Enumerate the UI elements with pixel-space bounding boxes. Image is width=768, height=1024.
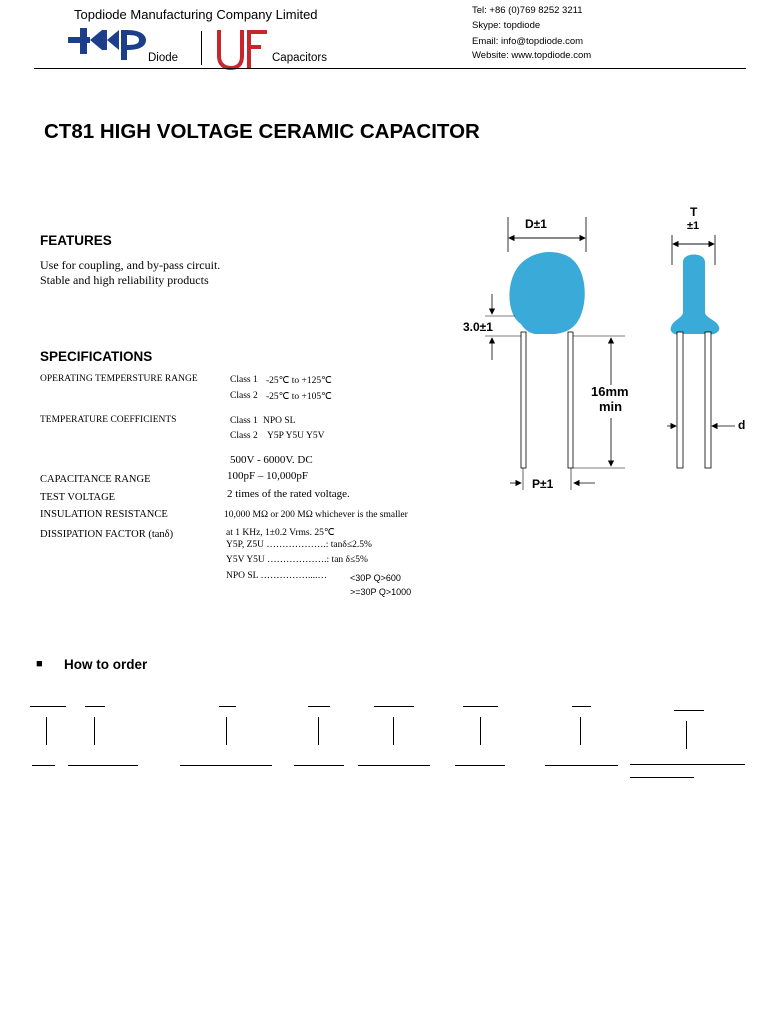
- dissipation-npo-q2: >=30P Q>1000: [350, 587, 412, 597]
- op-temp-class1: Class 1: [230, 375, 258, 385]
- order-description-line: [545, 765, 618, 766]
- contact-skype: Skype: topdiode: [472, 20, 541, 31]
- cap-range-label: CAPACITANCE RANGE: [40, 474, 151, 485]
- order-bullet: ■: [36, 658, 43, 670]
- order-connector: [393, 717, 394, 745]
- op-temp-label: OPERATING TEMPERSTURE RANGE: [40, 374, 198, 384]
- front-lead-left: [521, 332, 526, 468]
- logo-diode-label: Diode: [148, 52, 179, 64]
- side-lead-right: [705, 332, 711, 468]
- order-description-line: [294, 765, 344, 766]
- capacitor-dimension-diagram: [455, 200, 755, 500]
- order-connector: [226, 717, 227, 745]
- op-temp-class2-value: -25℃ to +105℃: [266, 392, 332, 402]
- t-dimension-label: T: [690, 205, 698, 219]
- order-description-line: [68, 765, 138, 766]
- dissipation-y5v: Y5V Y5U ……………….: tan δ≤5%: [226, 555, 368, 565]
- dissipation-label: DISSIPATION FACTOR (tanδ): [40, 529, 174, 540]
- test-voltage-label: TEST VOLTAGE: [40, 492, 116, 503]
- op-temp-class1-value: -25℃ to +125℃: [266, 376, 332, 386]
- topdiode-logo: [66, 28, 152, 70]
- capacitor-front-body: [509, 252, 584, 334]
- order-connector: [46, 717, 47, 745]
- order-code-slot: [308, 706, 330, 707]
- features-line-1: Use for coupling, and by-pass circuit.: [40, 258, 221, 272]
- order-code-slot: [374, 706, 414, 707]
- t-dimension-tolerance: ±1: [687, 220, 700, 232]
- order-description-line: [630, 777, 694, 778]
- order-description-line: [630, 764, 745, 765]
- order-code-slot: [219, 706, 236, 707]
- page-title: CT81 HIGH VOLTAGE CERAMIC CAPACITOR: [44, 120, 480, 143]
- company-name: Topdiode Manufacturing Company Limited: [74, 7, 318, 22]
- order-connector: [580, 717, 581, 745]
- logo-divider: [201, 31, 202, 65]
- order-code-slot: [463, 706, 498, 707]
- cap-range-value: 100pF – 10,000pF: [227, 470, 308, 482]
- order-connector: [94, 717, 95, 745]
- dissipation-npo: NPO SL ……………....…: [226, 571, 327, 581]
- order-code-slot: [674, 710, 704, 711]
- order-code-slot: [85, 706, 105, 707]
- capacitor-side-body: [671, 255, 720, 335]
- contact-website[interactable]: Website: www.topdiode.com: [472, 50, 592, 61]
- lead-length-min-label: min: [599, 399, 623, 414]
- lead-diameter-label: d: [738, 418, 746, 432]
- rated-voltage: 500V - 6000V. DC: [230, 454, 313, 466]
- order-connector: [318, 717, 319, 745]
- contact-email[interactable]: Email: info@topdiode.com: [472, 36, 584, 47]
- d-dimension-label: D±1: [525, 217, 547, 231]
- order-connector: [480, 717, 481, 745]
- features-heading: FEATURES: [40, 233, 112, 248]
- temp-coeff-class2-value: Y5P Y5U Y5V: [267, 431, 325, 441]
- order-description-line: [32, 765, 55, 766]
- dissipation-npo-q1: <30P Q>600: [350, 573, 401, 583]
- dissipation-y5p: Y5P, Z5U ……………….: tanδ≤2.5%: [226, 540, 372, 550]
- how-to-order-heading: How to order: [64, 657, 148, 672]
- insulation-label: INSULATION RESISTANCE: [40, 509, 168, 520]
- header-rule: [34, 68, 746, 69]
- temp-coeff-class1: Class 1: [230, 416, 258, 426]
- order-code-slot: [30, 706, 66, 707]
- op-temp-class2: Class 2: [230, 391, 258, 401]
- height-dimension-label: 3.0±1: [463, 320, 493, 334]
- order-description-line: [180, 765, 272, 766]
- temp-coeff-class2: Class 2: [230, 431, 258, 441]
- pitch-dimension-label: P±1: [532, 477, 554, 491]
- order-connector: [686, 721, 687, 749]
- contact-tel: Tel: +86 (0)769 8252 3211: [472, 5, 583, 16]
- specifications-heading: SPECIFICATIONS: [40, 349, 153, 364]
- uf-logo: [216, 28, 274, 70]
- side-lead-left: [677, 332, 683, 468]
- order-code-slot: [572, 706, 591, 707]
- order-description-line: [358, 765, 430, 766]
- features-line-2: Stable and high reliability products: [40, 273, 209, 287]
- temp-coeff-label: TEMPERATURE COEFFICIENTS: [40, 415, 177, 425]
- dissipation-condition: at 1 KHz, 1±0.2 Vrms. 25℃: [226, 528, 335, 538]
- insulation-value: 10,000 MΩ or 200 MΩ whichever is the smaller: [224, 510, 408, 520]
- front-lead-right: [568, 332, 573, 468]
- order-description-line: [455, 765, 505, 766]
- logo-capacitors-label: Capacitors: [272, 52, 327, 64]
- lead-length-label: 16mm: [591, 384, 629, 399]
- test-voltage-value: 2 times of the rated voltage.: [227, 488, 350, 500]
- temp-coeff-class1-value: NPO SL: [263, 416, 296, 426]
